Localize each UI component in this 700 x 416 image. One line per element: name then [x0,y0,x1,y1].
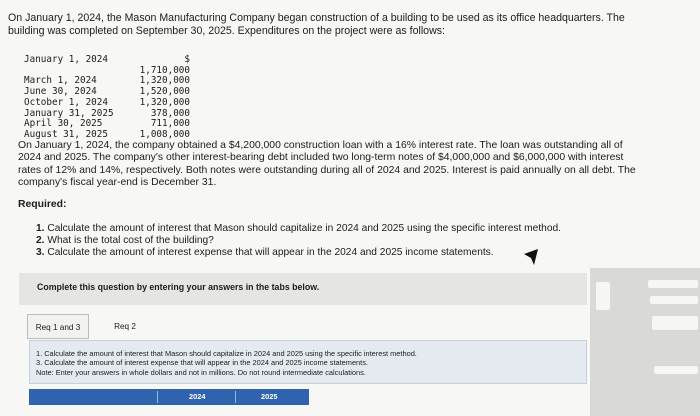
answer-panel [29,340,587,384]
panel-line: 1. Calculate the amount of interest that Mason should capitalize in 2024 and 2025 using the specific interest method. [36,349,417,358]
intro-paragraph [8,12,678,37]
instructions-banner [19,273,587,305]
expenditure-amount: 711,000 [150,118,190,130]
loan-line: rates of 12% and 14%, respectively. Both notes were outstanding during all of 2024 and 2025. Interest is paid annually on all debt. The [18,164,636,176]
expenditures-table [24,55,190,141]
panel-instructions [36,349,581,377]
panel-note: Note: Enter your answers in whole dollars and not in millions. Do not round intermediate calculations. [36,367,366,377]
side-panel-decor [590,268,700,416]
required-item-text: What is the total cost of the building? [47,235,214,247]
expenditure-date: April 30, 2025 [24,118,103,130]
loan-line: 2024 and 2025. The company's other interest-bearing debt included two long-term notes of $4,000,000 and $6,000,000 with interest [18,152,624,164]
decor-block [650,296,698,304]
decor-block [654,366,698,374]
decor-block [596,282,610,310]
expenditure-amount: $ 1,710,000 [139,54,190,76]
header-divider [235,391,236,403]
instructions-text: Complete this question by entering your answers in the tabs below. [37,282,320,292]
expenditure-date: January 31, 2025 [24,107,114,119]
header-col-2025: 2025 [261,392,278,401]
tab-req-2[interactable]: Req 2 [114,322,136,331]
expenditure-date: August 31, 2025 [24,128,108,140]
expenditure-date: March 1, 2024 [24,75,97,87]
loan-line: On January 1, 2024, the company obtained a $4,200,000 construction loan with a 16% interest rate. The loan was outstanding all of [18,140,623,151]
required-item-text: Calculate the amount of interest expense that will appear in the 2024 and 2025 income statements. [47,247,494,259]
required-item [36,247,636,259]
expenditure-date: January 1, 2024 [24,54,108,65]
expenditure-amount: 1,520,000 [139,86,190,98]
header-col-2024: 2024 [189,392,206,401]
loan-line: company's fiscal year-end is December 31. [18,177,217,189]
panel-line: 3. Calculate the amount of interest expense that will appear in the 2024 and 2025 income statements. [36,358,368,368]
answer-table-header [29,389,309,405]
intro-line: On January 1, 2024, the Mason Manufacturing Company began construction of a building to be used as its office headquarters. The [8,12,625,24]
required-item-number: 3. [36,247,45,259]
tab-req-1-and-3[interactable]: Req 1 and 3 [27,314,89,339]
expenditure-row [24,55,190,76]
expenditure-amount: 1,320,000 [139,96,190,108]
expenditure-date: October 1, 2024 [24,96,108,108]
required-item [36,223,636,235]
decor-block [648,280,698,288]
expenditure-amount: 1,320,000 [139,75,190,87]
header-divider [157,391,158,403]
mouse-cursor-icon [523,248,539,266]
required-item-number: 1. [36,223,45,234]
required-item-number: 2. [36,235,45,247]
loan-paragraph [18,140,688,190]
expenditure-amount: 378,000 [150,107,190,119]
decor-block [652,316,698,330]
required-item-text: Calculate the amount of interest that Mason should capitalize in 2024 and 2025 using the specific interest method. [47,223,561,234]
expenditure-date: June 30, 2024 [24,86,97,98]
required-list [36,223,636,260]
required-heading: Required: [18,199,67,210]
required-item [36,235,636,247]
intro-line: building was completed on September 30, 2025. Expenditures on the project were as follows: [8,24,445,37]
expenditure-amount: 1,008,000 [139,128,190,140]
expenditure-row [24,98,190,109]
